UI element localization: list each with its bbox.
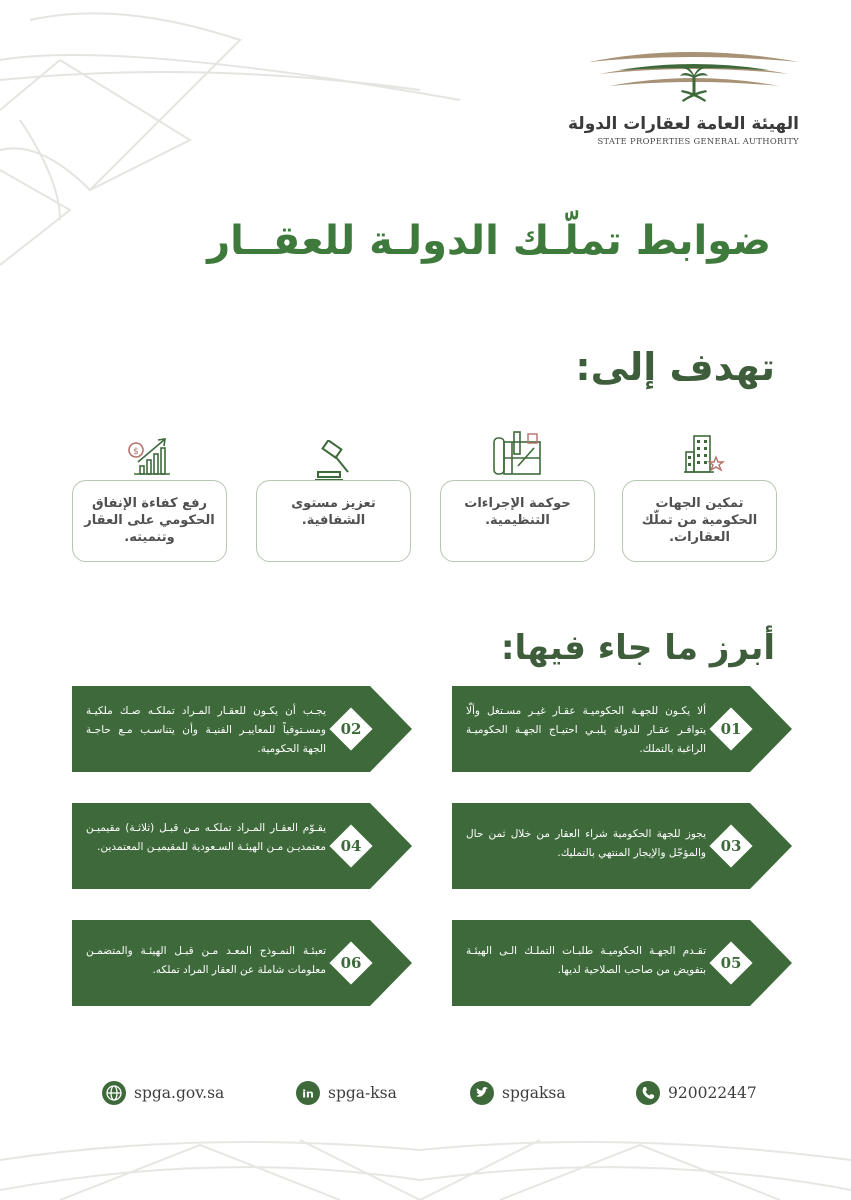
- item-number: 01: [720, 720, 742, 738]
- building-icon: [680, 430, 728, 478]
- phone-icon: [636, 1081, 660, 1105]
- website-text: spga.gov.sa: [134, 1084, 225, 1102]
- highlight-item-06: [72, 920, 412, 1006]
- goal-card-3: [256, 480, 411, 562]
- decorative-lines-bottom: [0, 1120, 851, 1200]
- goal-card-1: [622, 480, 777, 562]
- phone-text: 920022447: [668, 1084, 757, 1102]
- linkedin-link[interactable]: [296, 1080, 397, 1106]
- goal-text-2: حوكمة الإجراءات التنظيمية.: [464, 496, 571, 528]
- logo-emblem-icon: [589, 48, 799, 110]
- goal-card-4: [72, 480, 227, 562]
- twitter-icon: [470, 1081, 494, 1105]
- svg-text:in: in: [302, 1087, 314, 1101]
- item-number: 04: [340, 837, 362, 855]
- item-number: 05: [720, 954, 742, 972]
- goal-text-4: رفع كفاءة الإنفاق الحكومي على العقار وتنميته.: [84, 496, 215, 545]
- item-text: يجـب أن يكـون للعقـار المـراد تملكـه صـك ملكيـة ومسـتوفياً للمعاييـر الفنيـة وأن يتناسـب مـع حاجـة الجهة الحكومية.: [86, 705, 326, 755]
- item-text: تقـدم الجهـة الحكوميـة طلبـات التملـك الـى الهيئـة بتفويض من صاحب الصلاحية لديها.: [466, 945, 706, 976]
- goals-heading: تهدف إلى:: [575, 345, 775, 389]
- linkedin-icon: [296, 1081, 320, 1105]
- globe-icon: [102, 1081, 126, 1105]
- spga-logo: [568, 48, 799, 148]
- blueprint-icon: [490, 428, 546, 480]
- svg-text:$: $: [133, 447, 139, 457]
- highlight-item-05: [452, 920, 792, 1006]
- highlight-item-04: [72, 803, 412, 889]
- linkedin-text: spga-ksa: [328, 1084, 397, 1102]
- item-number: 03: [720, 837, 742, 855]
- org-name-arabic: الهيئة العامة لعقارات الدولة: [568, 114, 799, 134]
- highlight-item-03: [452, 803, 792, 889]
- goal-card-2: [440, 480, 595, 562]
- goal-text-3: تعزيز مستوى الشفافية.: [291, 496, 376, 528]
- growth-chart-icon: [124, 432, 174, 478]
- item-number: 06: [340, 954, 362, 972]
- twitter-text: spgaksa: [502, 1084, 566, 1102]
- website-link[interactable]: [102, 1080, 224, 1106]
- item-text: يقـوّم العقـار المـراد تملكـه مـن قبـل (ثلاثـة) مقيميـن معتمديـن مـن الهيئـة السـعودية للمقيميـن المعتمدين.: [86, 822, 326, 853]
- item-text: ألا يكـون للجهـة الحكوميـة عقـار غيـر مسـتغل وألّا يتوافـر عقـار للدولة يلبـي احتيـاج الجهـة الحكوميـة الراغبة بالتملك.: [466, 705, 706, 755]
- item-text: يجوز للجهة الحكومية شراء العقار من خلال ثمن حال والمؤجّل والإيجار المنتهي بالتمليك.: [466, 828, 706, 859]
- highlight-item-02: [72, 686, 412, 772]
- org-name-english: STATE PROPERTIES GENERAL AUTHORITY: [597, 136, 799, 146]
- twitter-link[interactable]: [470, 1080, 566, 1106]
- highlights-heading: أبرز ما جاء فيها:: [500, 628, 775, 668]
- goal-text-1: تمكين الجهات الحكومية من تملّك العقارات.: [641, 496, 758, 545]
- highlight-item-01: [452, 686, 792, 772]
- page-title: ضوابط تملّـك الدولـة للعقــار: [207, 218, 771, 264]
- gavel-icon: [310, 440, 356, 484]
- item-text: تعبئـة النمـوذج المعـد مـن قبـل الهيئـة والمتضمـن معلومات شاملة عن العقار المراد تملكه.: [86, 945, 326, 976]
- phone-link[interactable]: [636, 1080, 757, 1106]
- item-number: 02: [340, 720, 362, 738]
